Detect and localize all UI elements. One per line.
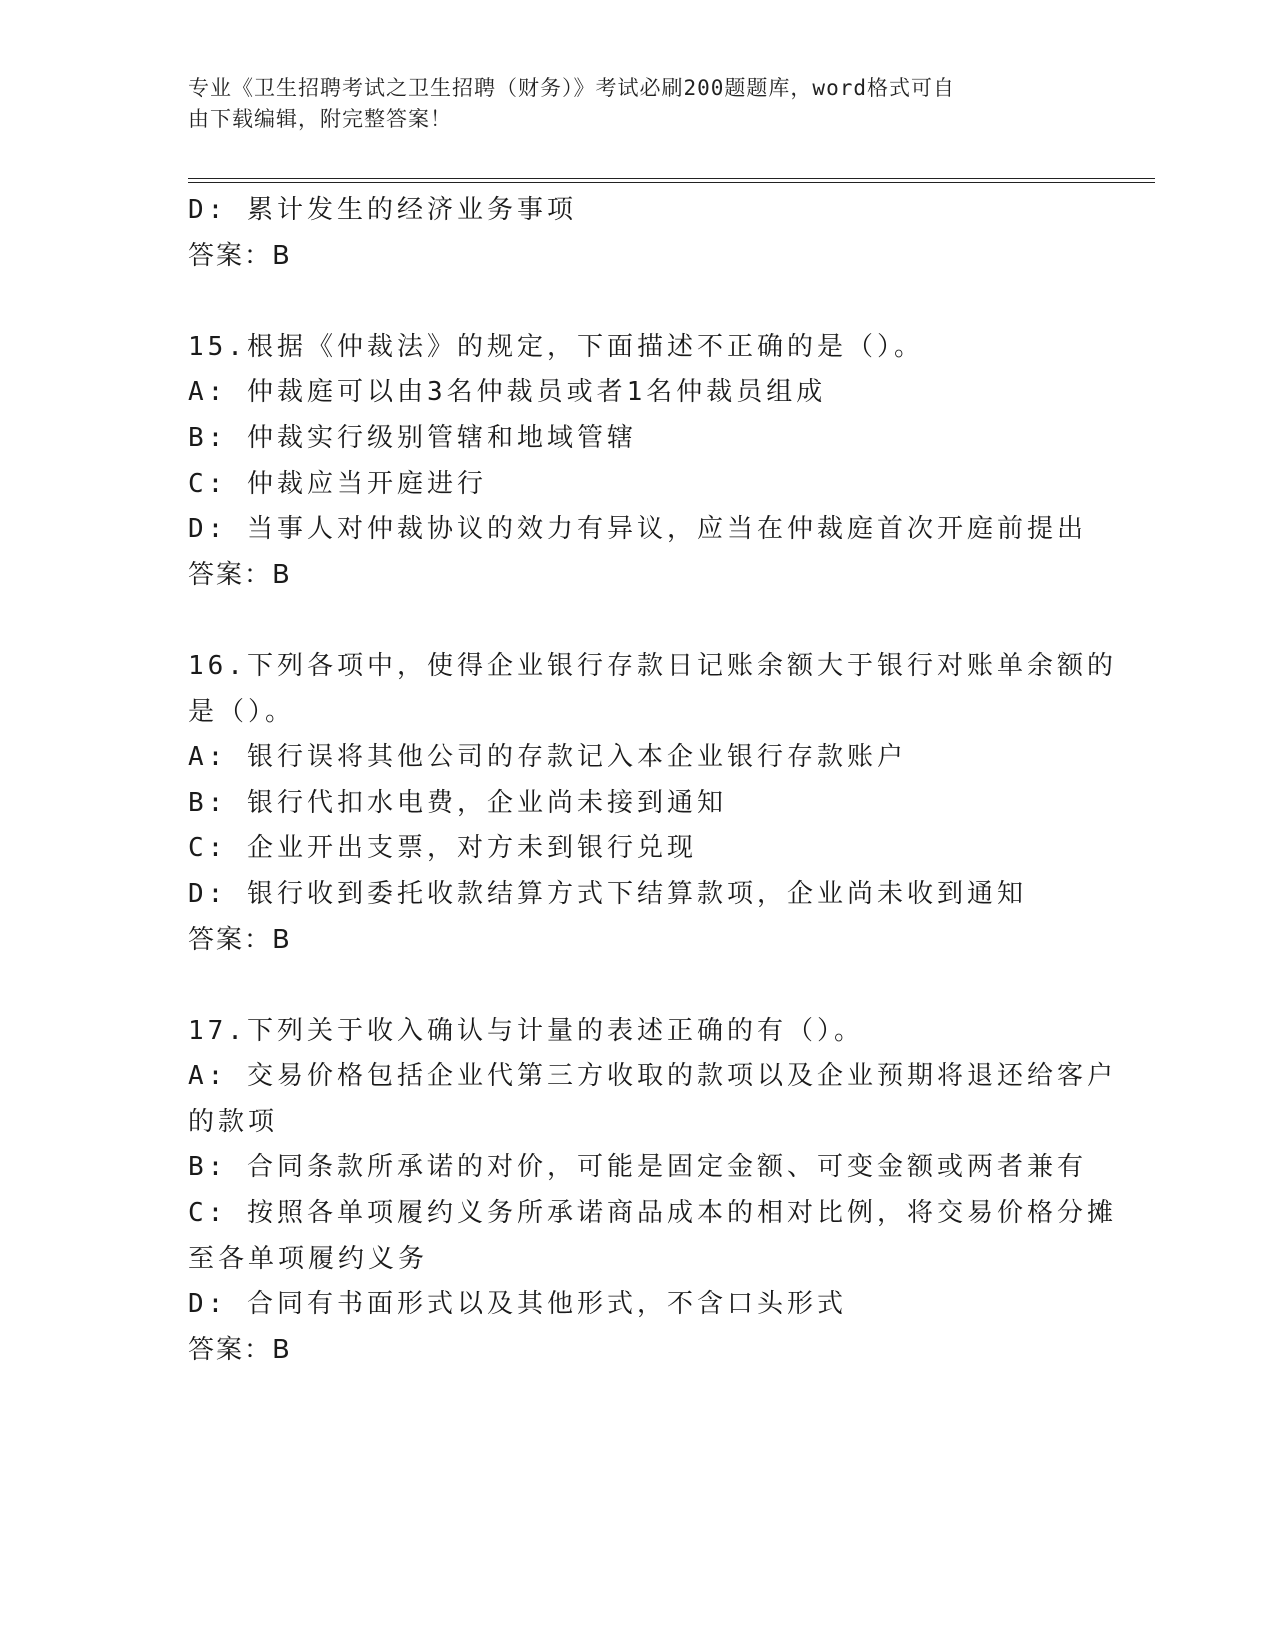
option-c-continued: 至各单项履约义务: [188, 1243, 429, 1274]
document-body: [188, 188, 1117, 1373]
option-d: D: 累计发生的经济业务事项: [188, 195, 577, 225]
page-header: [188, 73, 1068, 135]
question-stem: 17.下列关于收入确认与计量的表述正确的有（）。: [188, 1015, 864, 1046]
option-a: A: 交易价格包括企业代第三方收取的款项以及企业预期将退还给客户: [188, 1061, 1117, 1092]
spacer: [188, 598, 1088, 644]
answer: 答案：B: [188, 559, 292, 590]
option-b: B: 合同条款所承诺的对价，可能是固定金额、可变金额或两者兼有: [188, 1152, 1087, 1183]
header-line-1: 专业《卫生招聘考试之卫生招聘（财务）》考试必刷200题题库，word格式可自: [188, 76, 955, 100]
header-divider-bottom: [188, 182, 1155, 183]
option-c: C: 仲裁应当开庭进行: [188, 468, 487, 499]
option-d: D: 当事人对仲裁协议的效力有异议，应当在仲裁庭首次开庭前提出: [188, 514, 1087, 545]
option-c: C: 企业开出支票，对方未到银行兑现: [188, 833, 697, 864]
option-b: B: 银行代扣水电费，企业尚未接到通知: [188, 787, 727, 818]
question-stem: 16.下列各项中，使得企业银行存款日记账余额大于银行对账单余额的: [188, 650, 1117, 681]
option-d: D: 银行收到委托收款结算方式下结算款项，企业尚未收到通知: [188, 878, 1027, 909]
option-d: D: 合同有书面形式以及其他形式，不含口头形式: [188, 1289, 847, 1320]
option-b: B: 仲裁实行级别管辖和地域管辖: [188, 422, 637, 453]
header-line-2: 由下载编辑，附完整答案！: [188, 107, 452, 131]
question-stem: 15.根据《仲裁法》的规定，下面描述不正确的是（）。: [188, 331, 924, 362]
answer: 答案：B: [188, 1334, 292, 1365]
question-fragment: [188, 188, 1088, 279]
question-16: [188, 644, 1117, 963]
option-a: A: 银行误将其他公司的存款记入本企业银行存款账户: [188, 742, 907, 773]
question-stem-continued: 是（）。: [188, 696, 296, 727]
question-15: [188, 325, 1088, 599]
answer: 答案：B: [188, 924, 292, 955]
spacer: [188, 963, 1088, 1009]
spacer: [188, 279, 1088, 325]
option-c: C: 按照各单项履约义务所承诺商品成本的相对比例，将交易价格分摊: [188, 1198, 1117, 1229]
option-a-continued: 的款项: [188, 1106, 279, 1137]
option-a: A: 仲裁庭可以由3名仲裁员或者1名仲裁员组成: [188, 377, 827, 408]
question-17: [188, 1009, 1117, 1374]
header-divider-top: [188, 178, 1155, 179]
answer: 答案：B: [188, 240, 292, 271]
